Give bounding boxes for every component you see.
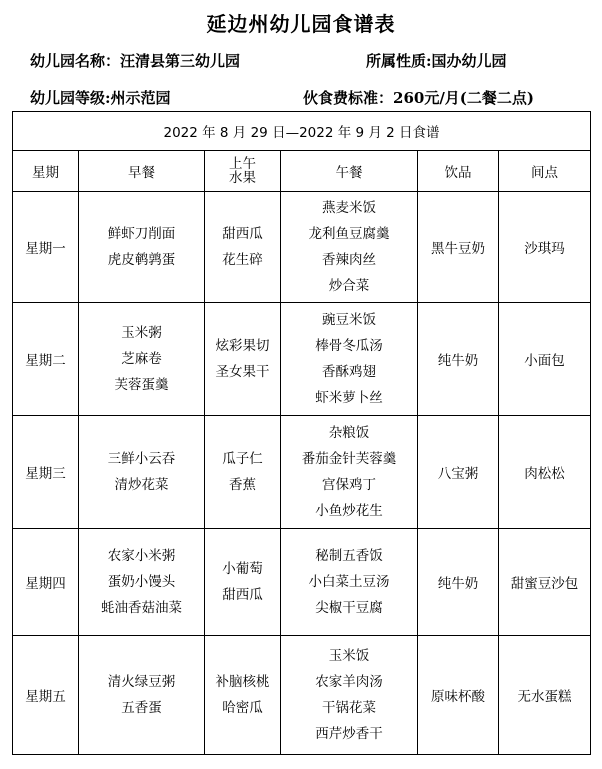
lunch-cell-item: 小鱼炒花生 (315, 503, 383, 519)
lunch-cell-item: 尖椒干豆腐 (315, 600, 383, 616)
lunch-cell-item: 炒合菜 (328, 278, 370, 294)
fruit-cell-item: 香蕉 (229, 477, 256, 493)
lunch-cell-item: 香辣肉丝 (322, 252, 376, 268)
day-cell: 星期三 (13, 416, 79, 529)
table-row (13, 636, 591, 755)
fruit-cell-item: 小葡萄 (222, 561, 263, 577)
kindergarten-grade-value: 州示范园 (110, 89, 171, 107)
breakfast-cell-item: 蛋奶小馒头 (107, 574, 176, 590)
breakfast-cell-item: 芝麻卷 (121, 351, 162, 367)
fruit-cell-item: 花生碎 (222, 252, 263, 268)
kindergarten-nature-value: 国办幼儿园 (431, 52, 507, 70)
kindergarten-nature (366, 50, 507, 71)
header-breakfast: 早餐 (79, 151, 205, 192)
breakfast-cell-item: 鲜虾刀削面 (107, 226, 176, 242)
drink-cell: 八宝粥 (418, 416, 499, 529)
header-drink: 饮品 (418, 151, 499, 192)
meal-fee-standard (303, 87, 534, 108)
fruit-cell (205, 529, 281, 636)
menu-table (12, 111, 591, 755)
drink-cell: 纯牛奶 (418, 529, 499, 636)
day-cell: 星期五 (13, 636, 79, 755)
lunch-cell-item: 杂粮饭 (328, 425, 370, 441)
header-day: 星期 (13, 151, 79, 192)
lunch-cell-item: 香酥鸡翅 (322, 364, 376, 380)
fruit-cell (205, 303, 281, 416)
breakfast-cell (79, 192, 205, 303)
header-lunch: 午餐 (281, 151, 418, 192)
table-caption: 2022 年 8 月 29 日—2022 年 9 月 2 日食谱 (13, 112, 591, 151)
breakfast-cell-item: 三鲜小云吞 (107, 451, 176, 467)
fruit-cell (205, 416, 281, 529)
drink-cell: 纯牛奶 (418, 303, 499, 416)
drink-cell: 原味杯酸 (418, 636, 499, 755)
fruit-cell-item: 瓜子仁 (222, 451, 263, 467)
lunch-cell-item: 豌豆米饭 (322, 312, 376, 328)
breakfast-cell-item: 芙蓉蛋羹 (114, 377, 169, 393)
breakfast-cell (79, 636, 205, 755)
kindergarten-nature-label: 所属性质: (366, 52, 432, 70)
lunch-cell-item: 秘制五香饭 (315, 548, 383, 564)
breakfast-cell-item: 五香蛋 (121, 700, 162, 716)
day-cell: 星期一 (13, 192, 79, 303)
header-morning-fruit (205, 151, 281, 192)
fruit-cell-item: 炫彩果切 (215, 338, 270, 354)
lunch-cell-item: 棒骨冬瓜汤 (315, 338, 383, 354)
table-row (13, 303, 591, 416)
kindergarten-grade (30, 87, 171, 108)
lunch-cell-item: 玉米饭 (328, 648, 370, 664)
breakfast-cell-item: 玉米粥 (121, 325, 162, 341)
table-row (13, 192, 591, 303)
lunch-cell-item: 农家羊肉汤 (315, 674, 383, 690)
snack-cell: 无水蛋糕 (499, 636, 591, 755)
fruit-cell-item: 甜西瓜 (222, 226, 263, 242)
lunch-cell-item: 小白菜土豆汤 (308, 574, 390, 590)
kindergarten-name-value: 汪清县第三幼儿园 (120, 52, 241, 70)
table-row (13, 416, 591, 529)
fruit-cell (205, 636, 281, 755)
header-row (13, 151, 591, 192)
snack-cell: 甜蜜豆沙包 (499, 529, 591, 636)
kindergarten-grade-label: 幼儿园等级: (30, 89, 111, 107)
meal-fee-label: 伙食费标准： (303, 89, 394, 107)
lunch-cell (281, 636, 418, 755)
breakfast-cell-item: 清火绿豆粥 (107, 674, 176, 690)
lunch-cell-item: 西芹炒香干 (315, 726, 383, 742)
lunch-cell-item: 宫保鸡丁 (322, 477, 376, 493)
lunch-cell-item: 龙利鱼豆腐羹 (308, 226, 390, 242)
drink-cell: 黑牛豆奶 (418, 192, 499, 303)
fruit-cell-item: 甜西瓜 (222, 587, 263, 603)
breakfast-cell-item: 蚝油香菇油菜 (101, 600, 182, 616)
breakfast-cell (79, 529, 205, 636)
fruit-cell-item: 补脑核桃 (215, 674, 270, 690)
fruit-cell (205, 192, 281, 303)
meal-fee-value: 260元/月(二餐二点) (393, 89, 535, 107)
day-cell: 星期四 (13, 529, 79, 636)
page-title: 延边州幼儿园食谱表 (206, 12, 396, 36)
lunch-cell (281, 416, 418, 529)
lunch-cell-item: 虾米萝卜丝 (315, 390, 383, 406)
breakfast-cell-item: 清炒花菜 (114, 477, 169, 493)
lunch-cell (281, 303, 418, 416)
lunch-cell-item: 燕麦米饭 (322, 200, 376, 216)
table-row (13, 529, 591, 636)
lunch-cell-item: 番茄金针芙蓉羹 (301, 451, 397, 467)
fruit-cell-item: 圣女果干 (215, 364, 270, 380)
breakfast-cell (79, 416, 205, 529)
breakfast-cell (79, 303, 205, 416)
snack-cell: 肉松松 (499, 416, 591, 529)
header-morning-fruit-line2: 水果 (229, 170, 256, 186)
snack-cell: 小面包 (499, 303, 591, 416)
header-morning-fruit-line1: 上午 (229, 156, 256, 172)
snack-cell: 沙琪玛 (499, 192, 591, 303)
lunch-cell (281, 192, 418, 303)
header-snack: 间点 (499, 151, 591, 192)
breakfast-cell-item: 虎皮鹌鹑蛋 (107, 252, 176, 268)
kindergarten-name-label: 幼儿园名称： (30, 52, 121, 70)
lunch-cell (281, 529, 418, 636)
lunch-cell-item: 干锅花菜 (322, 700, 376, 716)
breakfast-cell-item: 农家小米粥 (107, 548, 176, 564)
fruit-cell-item: 哈密瓜 (222, 700, 263, 716)
kindergarten-name (30, 50, 240, 71)
day-cell: 星期二 (13, 303, 79, 416)
